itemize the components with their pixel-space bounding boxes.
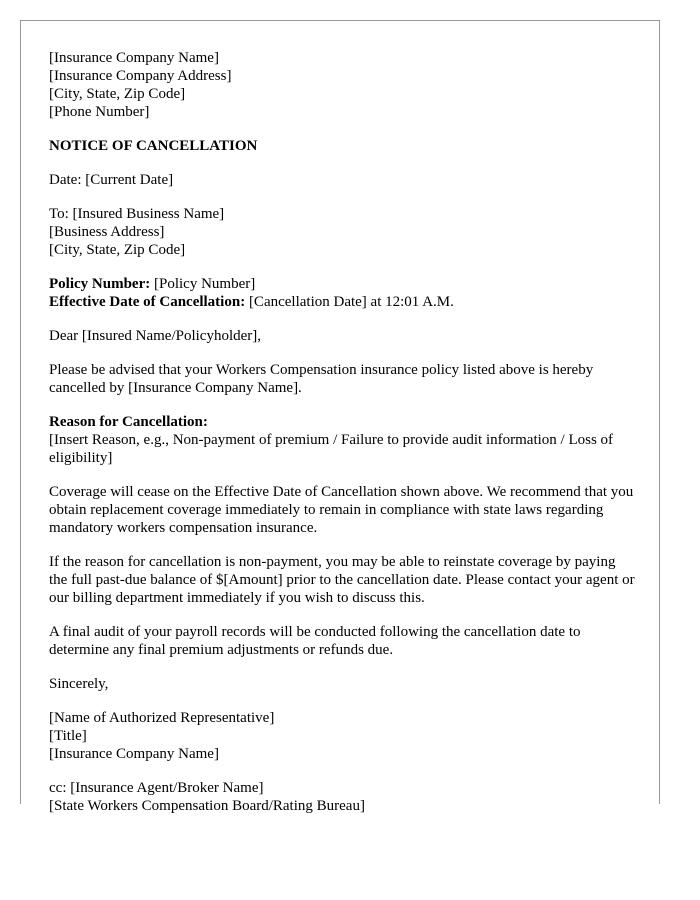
- recipient-block: [49, 205, 635, 259]
- signature-company: [Insurance Company Name]: [49, 746, 219, 762]
- sender-company-name: [Insurance Company Name]: [49, 50, 219, 66]
- closing: Sincerely,: [49, 676, 109, 692]
- signature-block: [49, 709, 635, 763]
- effective-date-label: Effective Date of Cancellation:: [49, 294, 246, 310]
- paragraph-coverage-cease: Coverage will cease on the Effective Date of Cancellation shown above. We recommend that you obtain replacement coverage immediately to remain in compliance with state laws regarding mandatory workers compensation insurance.: [49, 484, 634, 536]
- sender-city-state-zip: [City, State, Zip Code]: [49, 86, 186, 102]
- letter-page: [20, 20, 660, 814]
- policy-block: [49, 275, 635, 311]
- notice-title: NOTICE OF CANCELLATION: [49, 138, 258, 154]
- recipient-name: To: [Insured Business Name]: [49, 206, 225, 222]
- salutation: Dear [Insured Name/Policyholder],: [49, 328, 262, 344]
- effective-date-value: [Cancellation Date] at 12:01 A.M.: [245, 294, 454, 310]
- cc-agent: cc: [Insurance Agent/Broker Name]: [49, 780, 264, 796]
- letter-body: [49, 49, 635, 831]
- policy-number-line: [49, 275, 635, 293]
- reason-label: Reason for Cancellation:: [49, 414, 208, 430]
- paragraph-final-audit: A final audit of your payroll records will be conducted following the cancellation date to determine any final premium adjustments or refunds due.: [49, 624, 581, 658]
- recipient-address: [Business Address]: [49, 224, 165, 240]
- reason-block: [49, 413, 635, 467]
- reason-text: [Insert Reason, e.g., Non-payment of premium / Failure to provide audit information / Loss of eligibility]: [49, 432, 614, 466]
- cc-block: [49, 779, 635, 815]
- sender-company-address: [Insurance Company Address]: [49, 68, 232, 84]
- effective-date-line: [49, 293, 635, 311]
- recipient-city-state-zip: [City, State, Zip Code]: [49, 242, 186, 258]
- paragraph-reinstatement: If the reason for cancellation is non-payment, you may be able to reinstate coverage by paying the full past-due balance of $[Amount] prior to the cancellation date. Please contact your agent or our billing department immediately if you wish to discuss this.: [49, 554, 635, 606]
- policy-number-value: [Policy Number]: [150, 276, 256, 292]
- date-line: Date: [Current Date]: [49, 172, 174, 188]
- sender-block: [49, 49, 635, 121]
- paragraph-cancellation-notice: Please be advised that your Workers Compensation insurance policy listed above is hereby cancelled by [Insurance Company Name].: [49, 362, 594, 396]
- cc-board: [State Workers Compensation Board/Rating Bureau]: [49, 798, 365, 814]
- signature-name: [Name of Authorized Representative]: [49, 710, 275, 726]
- signature-title: [Title]: [49, 728, 87, 744]
- sender-phone: [Phone Number]: [49, 104, 150, 120]
- policy-number-label: Policy Number:: [49, 276, 151, 292]
